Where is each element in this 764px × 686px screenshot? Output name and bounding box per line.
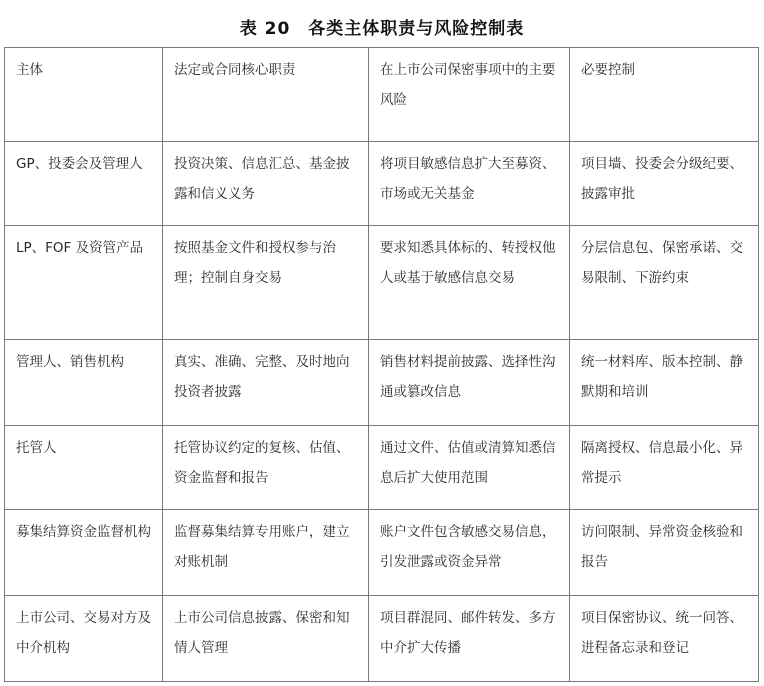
cell-necessary-control: 统一材料库、版本控制、静默期和培训 [570,340,759,426]
cell-main-risk: 销售材料提前披露、选择性沟通或篡改信息 [369,340,570,426]
cell-necessary-control: 隔离授权、信息最小化、异常提示 [570,426,759,510]
cell-necessary-control: 分层信息包、保密承诺、交易限制、下游约束 [570,226,759,340]
cell-main-risk: 通过文件、估值或清算知悉信息后扩大使用范围 [369,426,570,510]
responsibility-risk-table [4,47,759,682]
cell-necessary-control: 项目保密协议、统一问答、进程备忘录和登记 [570,596,759,682]
header-cell-entity: 主体 [5,48,163,142]
cell-entity: 管理人、销售机构 [5,340,163,426]
header-cell-core-duty: 法定或合同核心职责 [163,48,369,142]
table-title: 表 20 各类主体职责与风险控制表 [239,19,525,39]
cell-entity: GP、投委会及管理人 [5,142,163,226]
table-row [5,340,759,426]
cell-necessary-control: 项目墙、投委会分级纪要、披露审批 [570,142,759,226]
cell-main-risk: 将项目敏感信息扩大至募资、市场或无关基金 [369,142,570,226]
table-header-row [5,48,759,142]
table-row [5,426,759,510]
cell-core-duty: 托管协议约定的复核、估值、资金监督和报告 [163,426,369,510]
cell-core-duty: 监督募集结算专用账户，建立对账机制 [163,510,369,596]
cell-entity: 募集结算资金监督机构 [5,510,163,596]
table-row [5,510,759,596]
header-cell-necessary-control: 必要控制 [570,48,759,142]
cell-main-risk: 账户文件包含敏感交易信息，引发泄露或资金异常 [369,510,570,596]
cell-main-risk: 项目群混同、邮件转发、多方中介扩大传播 [369,596,570,682]
header-cell-main-risk: 在上市公司保密事项中的主要风险 [369,48,570,142]
cell-core-duty: 按照基金文件和授权参与治理；控制自身交易 [163,226,369,340]
cell-entity: LP、FOF 及资管产品 [5,226,163,340]
cell-entity: 托管人 [5,426,163,510]
cell-necessary-control: 访问限制、异常资金核验和报告 [570,510,759,596]
cell-core-duty: 真实、准确、完整、及时地向投资者披露 [163,340,369,426]
cell-core-duty: 上市公司信息披露、保密和知情人管理 [163,596,369,682]
table-row [5,596,759,682]
cell-core-duty: 投资决策、信息汇总、基金披露和信义义务 [163,142,369,226]
table-row [5,142,759,226]
cell-entity: 上市公司、交易对方及中介机构 [5,596,163,682]
cell-main-risk: 要求知悉具体标的、转授权他人或基于敏感信息交易 [369,226,570,340]
table-row [5,226,759,340]
